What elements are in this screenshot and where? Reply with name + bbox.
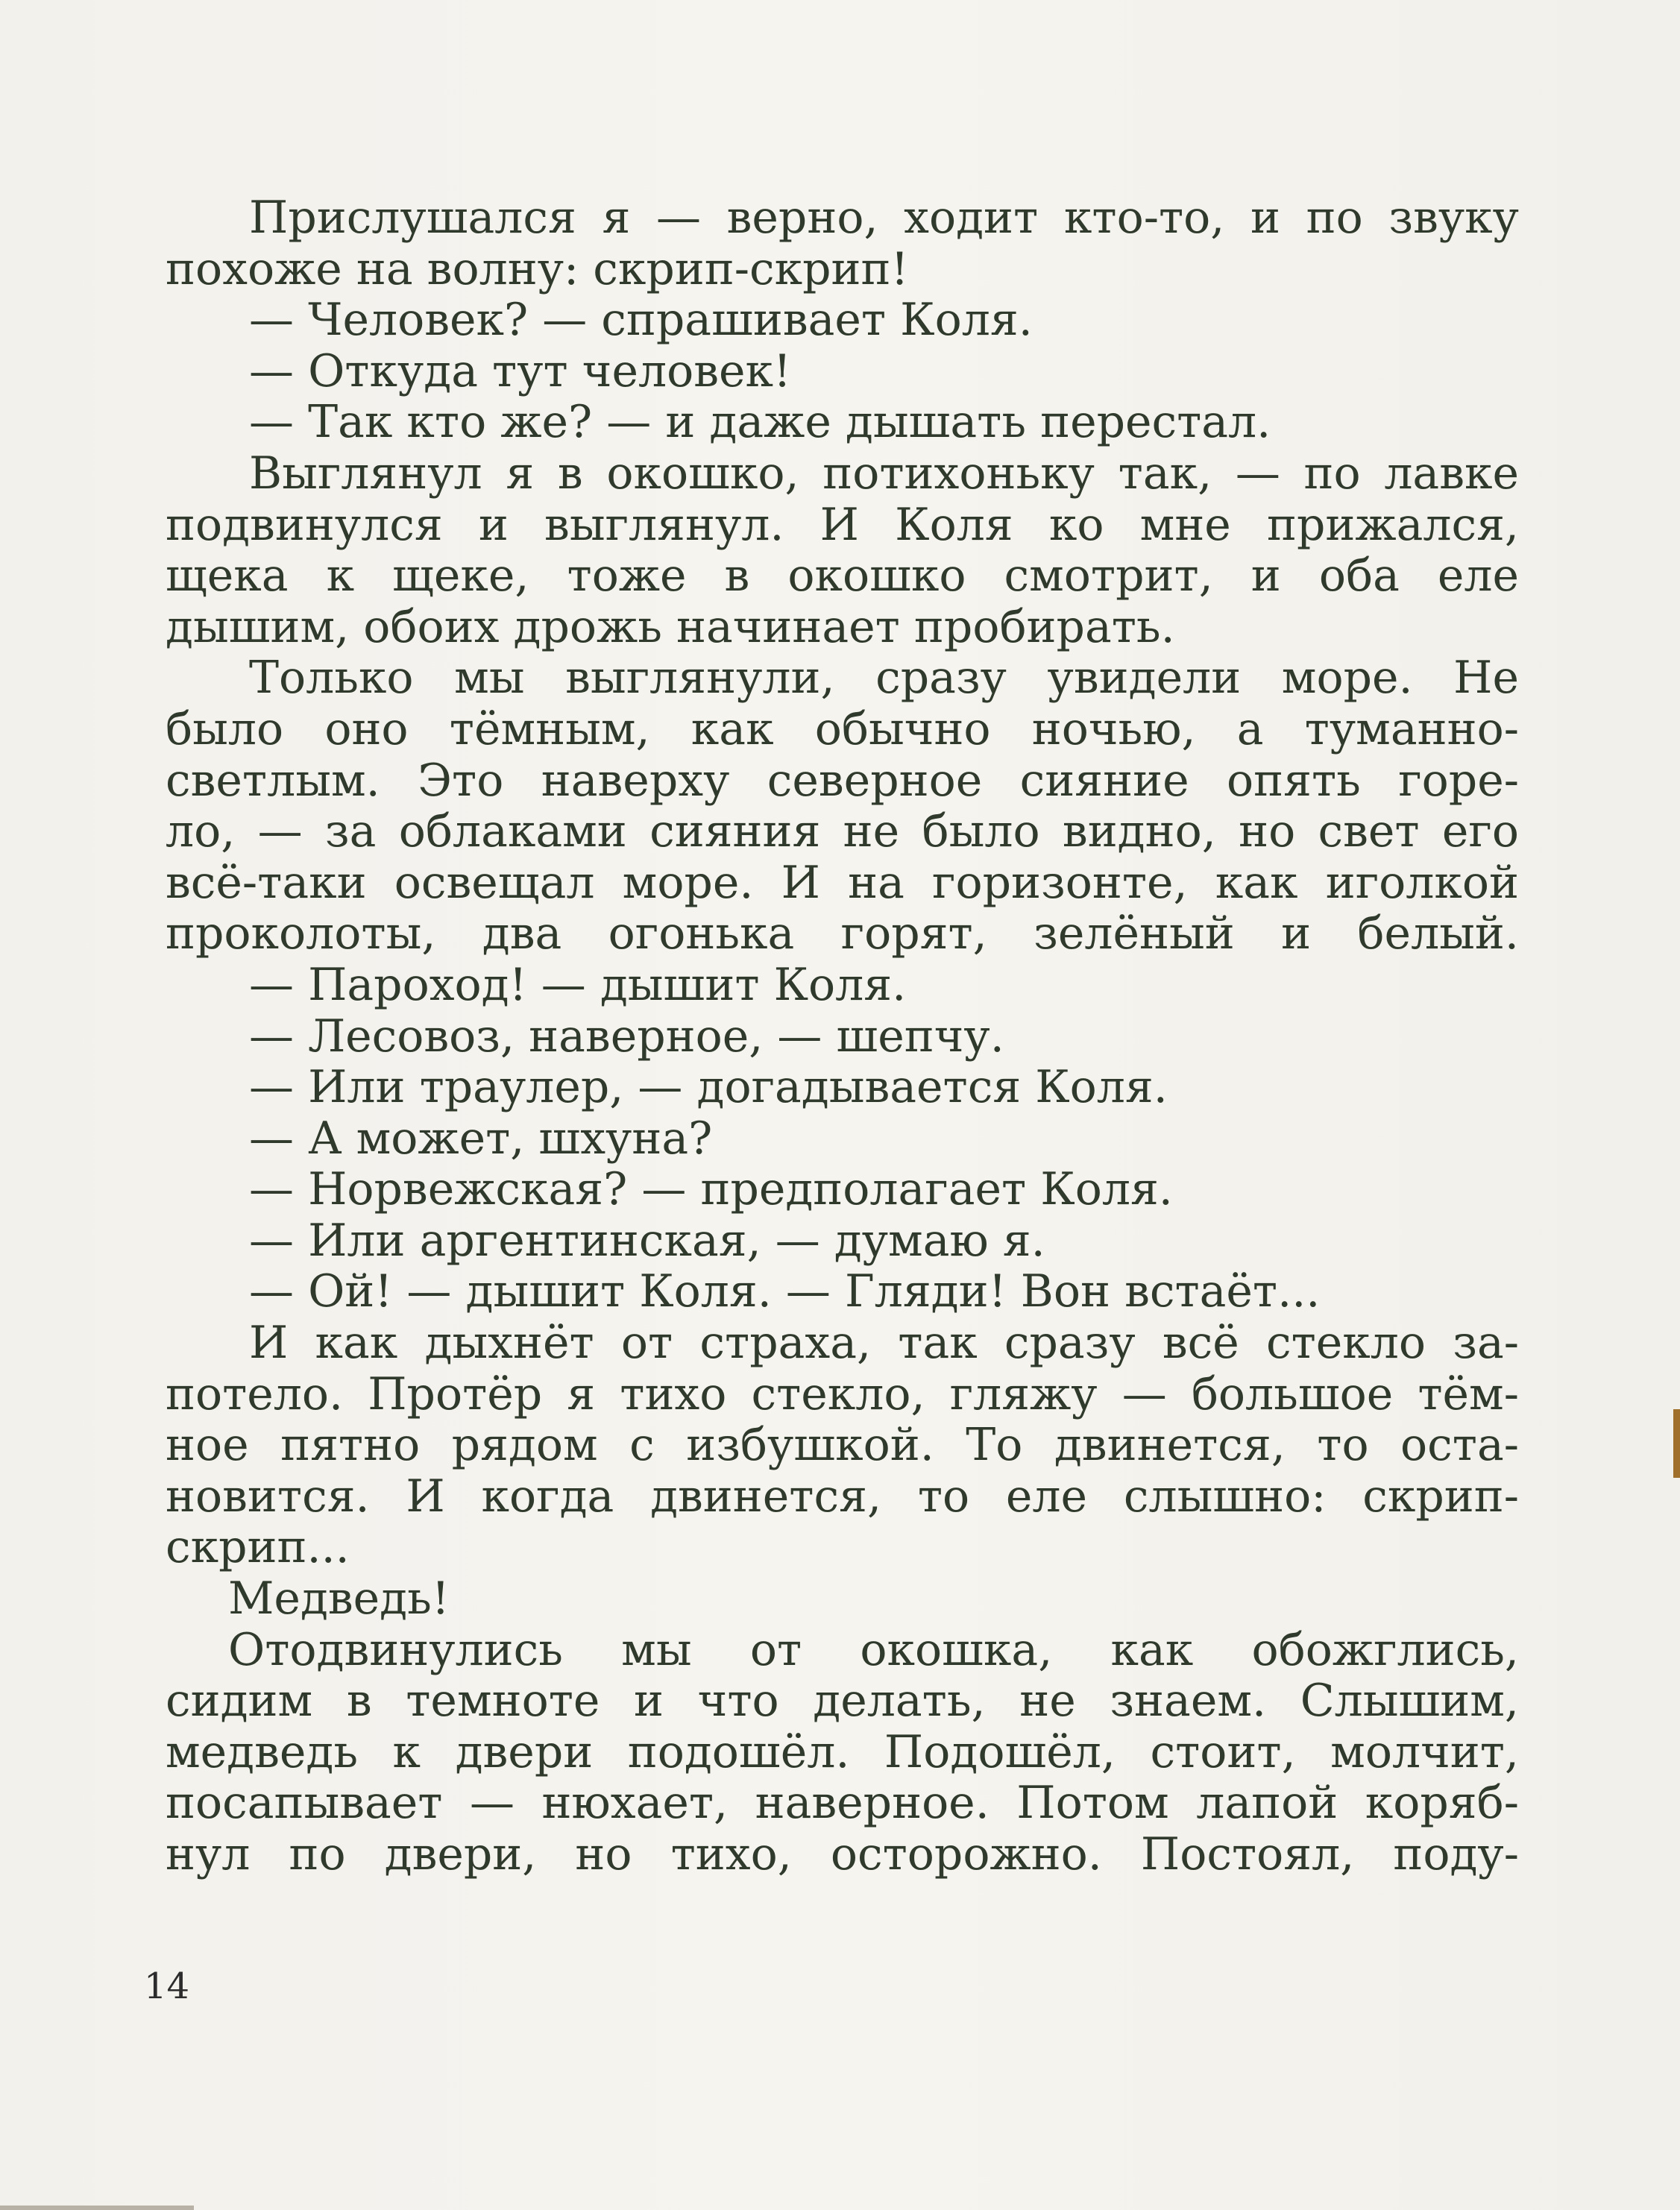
text-line: всё-таки освещал море. И на горизонте, как иголкой	[166, 856, 1519, 909]
text-line: Отодвинулись мы от окошка, как обожглись,	[228, 1623, 1519, 1676]
text-line: ное пятно рядом с избушкой. То двинется, то оста-	[166, 1419, 1519, 1472]
text-line: Выглянул я в окошко, потихоньку так, — по лавке	[249, 447, 1519, 500]
page-number: 14	[144, 1965, 190, 2007]
text-line: — Или аргентинская, — думаю я.	[249, 1214, 1045, 1267]
text-line: Прислушался я — верно, ходит кто-то, и по звуку	[249, 192, 1519, 244]
text-line: — Откуда тут человек!	[249, 344, 792, 397]
text-line: проколоты, два огонька горят, зелёный и белый.	[166, 907, 1519, 960]
text-line: — Норвежская? — предполагает Коля.	[249, 1163, 1173, 1216]
text-line: было оно тёмным, как обычно ночью, а туманно-	[166, 702, 1519, 755]
text-line: — Лесовоз, наверное, — шепчу.	[249, 1010, 1004, 1062]
text-line: сидим в темноте и что делать, не знаем. Слышим,	[166, 1675, 1519, 1728]
text-line: — Ой! — дышит Коля. — Гляди! Вон встаёт...	[249, 1265, 1321, 1318]
text-line: дышим, обоих дрожь начинает пробирать.	[166, 600, 1175, 653]
text-line: медведь к двери подошёл. Подошёл, стоит, молчит,	[166, 1725, 1519, 1778]
text-line: похоже на волну: скрип-скрип!	[166, 242, 909, 295]
text-line: И как дыхнёт от страха, так сразу всё стекло за-	[249, 1317, 1519, 1370]
text-line: Только мы выглянули, сразу увидели море. Не	[249, 652, 1519, 705]
page-text	[166, 192, 1519, 1880]
page-edge-mark	[1673, 1409, 1680, 1478]
text-line: светлым. Это наверху северное сияние опять горе-	[166, 754, 1519, 807]
text-line: — А может, шхуна?	[249, 1112, 713, 1165]
text-line: нул по двери, но тихо, осторожно. Постоял, поду-	[166, 1828, 1519, 1880]
text-line: щека к щеке, тоже в окошко смотрит, и оба еле	[166, 550, 1519, 602]
text-line: Медведь!	[228, 1572, 450, 1625]
text-line: подвинулся и выглянул. И Коля ко мне прижался,	[166, 498, 1519, 551]
text-line: потело. Протёр я тихо стекло, гляжу — большое тём-	[166, 1367, 1519, 1420]
page-bottom-edge	[0, 2206, 194, 2210]
text-line: посапывает — нюхает, наверное. Потом лапой коряб-	[166, 1777, 1519, 1830]
text-line: — Так кто же? — и даже дышать перестал.	[249, 396, 1271, 449]
text-line: — Пароход! — дышит Коля.	[249, 958, 907, 1011]
text-line: новится. И когда двинется, то еле слышно: скрип-	[166, 1470, 1519, 1523]
text-line: — Человек? — спрашивает Коля.	[249, 294, 1033, 347]
text-line: ло, — за облаками сияния не было видно, но свет его	[166, 805, 1519, 858]
text-line: скрип...	[166, 1521, 350, 1574]
text-line: — Или траулер, — догадывается Коля.	[249, 1061, 1168, 1114]
